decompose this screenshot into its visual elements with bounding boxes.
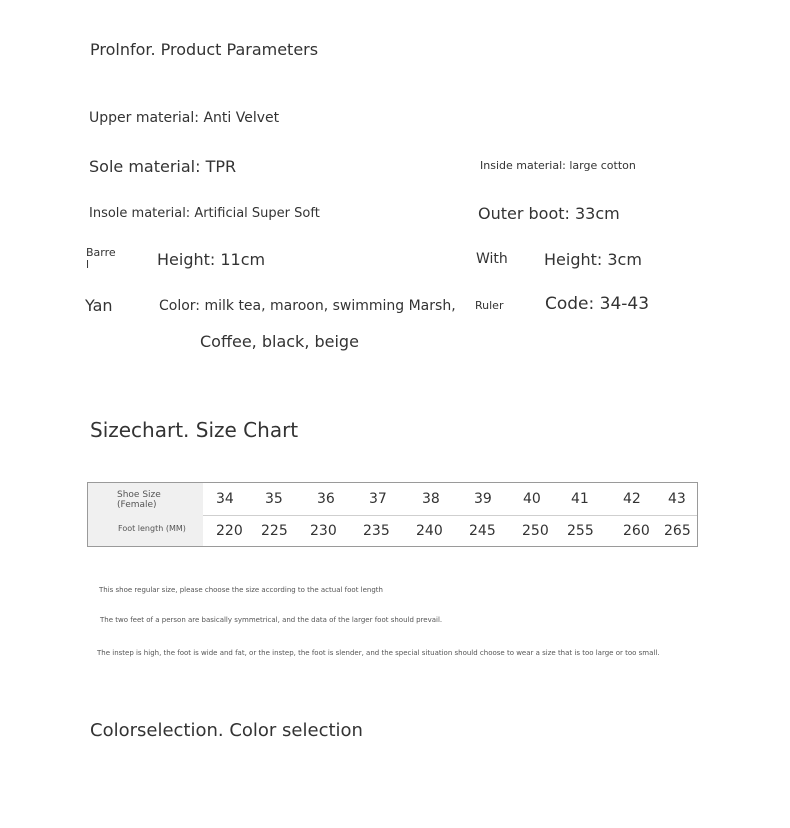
size-note-2: The two feet of a person are basically symmetrical, and the data of the larger foot should prevail.	[100, 616, 443, 624]
outer-boot: Outer boot: 33cm	[478, 204, 620, 223]
params-title: Prolnfor. Product Parameters	[90, 40, 319, 59]
size-cell: 39	[474, 491, 492, 507]
length-cell: 250	[522, 522, 549, 539]
yan-label: Yan	[85, 296, 113, 315]
size-note-1: This shoe regular size, please choose the size according to the actual foot length	[99, 586, 383, 594]
sole-material: Sole material: TPR	[89, 157, 237, 176]
color-selection-title: Colorselection. Color selection	[90, 720, 363, 741]
upper-material: Upper material: Anti Velvet	[89, 110, 280, 126]
foot-length-label: Foot length (MM)	[118, 524, 186, 533]
size-cell: 34	[216, 491, 234, 507]
barrel-label: Barrel	[86, 246, 116, 271]
size-cell: 36	[317, 491, 335, 507]
size-table	[87, 482, 698, 547]
color-line-2: Coffee, black, beige	[200, 332, 359, 351]
shoe-size-label: Shoe Size	[117, 490, 161, 500]
color-line-1: Color: milk tea, maroon, swimming Marsh,	[159, 298, 456, 314]
inside-material: Inside material: large cotton	[480, 159, 636, 172]
size-cell: 42	[623, 491, 641, 507]
table-row-label	[88, 515, 203, 546]
length-cell: 265	[664, 522, 691, 539]
size-cell: 41	[571, 491, 589, 507]
length-cell: 245	[469, 522, 496, 539]
table-row-label	[88, 483, 203, 515]
with-label: With	[476, 251, 508, 267]
length-cell: 240	[416, 522, 443, 539]
ruler-label: Ruler	[475, 299, 504, 312]
table-row	[88, 483, 697, 516]
size-chart-title: Sizechart. Size Chart	[90, 418, 299, 442]
length-cell: 225	[261, 522, 288, 539]
length-cell: 260	[623, 522, 650, 539]
size-code: Code: 34-43	[545, 294, 650, 314]
table-row	[88, 515, 697, 546]
size-cell: 35	[265, 491, 283, 507]
size-cell: 40	[523, 491, 541, 507]
length-cell: 235	[363, 522, 390, 539]
length-cell: 220	[216, 522, 243, 539]
length-cell: 230	[310, 522, 337, 539]
female-label: (Female)	[117, 500, 157, 510]
size-note-3: The instep is high, the foot is wide and fat, or the instep, the foot is slender, and the special situation should choose to wear a size that is too large or too small.	[97, 649, 660, 657]
size-cell: 37	[369, 491, 387, 507]
size-cell: 38	[422, 491, 440, 507]
insole-material: Insole material: Artificial Super Soft	[89, 206, 320, 221]
length-cell: 255	[567, 522, 594, 539]
with-height: Height: 3cm	[544, 250, 642, 269]
barrel-height: Height: 11cm	[157, 250, 266, 269]
size-cell: 43	[668, 491, 686, 507]
